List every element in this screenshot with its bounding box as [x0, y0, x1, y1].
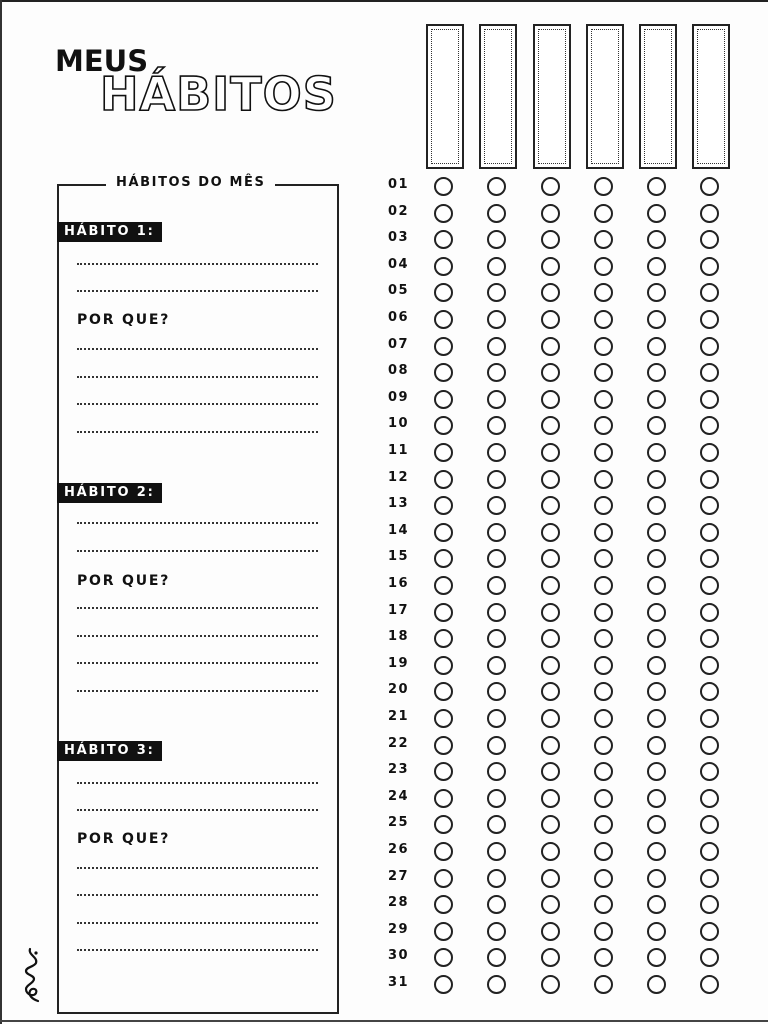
- day-number: 19: [388, 655, 409, 671]
- day-30-habit-2-checkbox[interactable]: [487, 948, 506, 967]
- day-14-habit-5-checkbox[interactable]: [647, 523, 666, 542]
- habit-column-header-1[interactable]: [426, 24, 464, 169]
- title-line-1: MEUS: [55, 44, 149, 78]
- day-11-habit-2-checkbox[interactable]: [487, 443, 506, 462]
- day-25-habit-3-checkbox[interactable]: [541, 815, 560, 834]
- day-17-habit-6-checkbox[interactable]: [700, 603, 719, 622]
- day-24-habit-2-checkbox[interactable]: [487, 789, 506, 808]
- day-27-habit-2-checkbox[interactable]: [487, 869, 506, 888]
- day-12-habit-1-checkbox[interactable]: [434, 470, 453, 489]
- day-21-habit-4-checkbox[interactable]: [594, 709, 613, 728]
- habit-column-header-4[interactable]: [586, 24, 624, 169]
- habit-3-label: HÁBITO 3:: [57, 741, 162, 761]
- day-09-habit-4-checkbox[interactable]: [594, 390, 613, 409]
- day-number: 03: [388, 230, 409, 246]
- day-06-habit-2-checkbox[interactable]: [487, 310, 506, 329]
- day-26-habit-4-checkbox[interactable]: [594, 842, 613, 861]
- day-30-habit-3-checkbox[interactable]: [541, 948, 560, 967]
- day-23-habit-6-checkbox[interactable]: [700, 762, 719, 781]
- day-21-habit-5-checkbox[interactable]: [647, 709, 666, 728]
- habit-column-header-2[interactable]: [479, 24, 517, 169]
- day-15-habit-3-checkbox[interactable]: [541, 549, 560, 568]
- day-number: 21: [388, 709, 409, 724]
- day-28-habit-6-checkbox[interactable]: [700, 895, 719, 914]
- day-20-habit-6-checkbox[interactable]: [700, 682, 719, 701]
- habit-2-why-line-2[interactable]: [77, 635, 318, 637]
- day-03-habit-3-checkbox[interactable]: [541, 230, 560, 249]
- day-03-habit-5-checkbox[interactable]: [647, 230, 666, 249]
- day-25-habit-5-checkbox[interactable]: [647, 815, 666, 834]
- habit-2-why-line-1[interactable]: [77, 607, 318, 609]
- day-17-habit-1-checkbox[interactable]: [434, 603, 453, 622]
- day-31-habit-2-checkbox[interactable]: [487, 975, 506, 994]
- habit-column-header-3[interactable]: [533, 24, 571, 169]
- day-09-habit-2-checkbox[interactable]: [487, 390, 506, 409]
- day-19-habit-5-checkbox[interactable]: [647, 656, 666, 675]
- day-18-habit-1-checkbox[interactable]: [434, 629, 453, 648]
- day-07-habit-4-checkbox[interactable]: [594, 337, 613, 356]
- day-23-habit-1-checkbox[interactable]: [434, 762, 453, 781]
- day-21-habit-1-checkbox[interactable]: [434, 709, 453, 728]
- day-27-habit-3-checkbox[interactable]: [541, 869, 560, 888]
- day-04-habit-2-checkbox[interactable]: [487, 257, 506, 276]
- day-number: 15: [388, 549, 409, 565]
- day-number: 20: [388, 682, 409, 698]
- day-07-habit-2-checkbox[interactable]: [487, 337, 506, 356]
- day-10-habit-3-checkbox[interactable]: [541, 416, 560, 435]
- day-number: 02: [388, 203, 409, 219]
- habit-2-line-2[interactable]: [77, 550, 318, 552]
- day-02-habit-3-checkbox[interactable]: [541, 204, 560, 223]
- day-16-habit-2-checkbox[interactable]: [487, 576, 506, 595]
- day-29-habit-1-checkbox[interactable]: [434, 922, 453, 941]
- day-29-habit-6-checkbox[interactable]: [700, 922, 719, 941]
- day-11-habit-4-checkbox[interactable]: [594, 443, 613, 462]
- day-07-habit-3-checkbox[interactable]: [541, 337, 560, 356]
- day-08-habit-3-checkbox[interactable]: [541, 363, 560, 382]
- day-08-habit-4-checkbox[interactable]: [594, 363, 613, 382]
- day-15-habit-6-checkbox[interactable]: [700, 549, 719, 568]
- day-06-habit-5-checkbox[interactable]: [647, 310, 666, 329]
- day-13-habit-6-checkbox[interactable]: [700, 496, 719, 515]
- day-30-habit-5-checkbox[interactable]: [647, 948, 666, 967]
- habit-1-line-1[interactable]: [77, 263, 318, 265]
- day-22-habit-3-checkbox[interactable]: [541, 736, 560, 755]
- day-number: 09: [388, 389, 409, 405]
- day-08-habit-2-checkbox[interactable]: [487, 363, 506, 382]
- day-29-habit-4-checkbox[interactable]: [594, 922, 613, 941]
- day-03-habit-1-checkbox[interactable]: [434, 230, 453, 249]
- day-19-habit-3-checkbox[interactable]: [541, 656, 560, 675]
- day-25-habit-4-checkbox[interactable]: [594, 815, 613, 834]
- day-13-habit-4-checkbox[interactable]: [594, 496, 613, 515]
- day-18-habit-3-checkbox[interactable]: [541, 629, 560, 648]
- day-26-habit-1-checkbox[interactable]: [434, 842, 453, 861]
- habit-2-why-line-3[interactable]: [77, 662, 318, 664]
- day-number: 13: [388, 496, 409, 512]
- habit-3-why-line-1[interactable]: [77, 867, 318, 869]
- day-08-habit-1-checkbox[interactable]: [434, 363, 453, 382]
- day-04-habit-6-checkbox[interactable]: [700, 257, 719, 276]
- day-13-habit-3-checkbox[interactable]: [541, 496, 560, 515]
- day-20-habit-4-checkbox[interactable]: [594, 682, 613, 701]
- day-01-habit-3-checkbox[interactable]: [541, 177, 560, 196]
- day-05-habit-1-checkbox[interactable]: [434, 283, 453, 302]
- day-24-habit-4-checkbox[interactable]: [594, 789, 613, 808]
- day-number: 24: [388, 788, 409, 804]
- day-01-habit-5-checkbox[interactable]: [647, 177, 666, 196]
- habits-of-month-box: [57, 184, 339, 1014]
- page-edge-bottom: [0, 1020, 768, 1022]
- day-03-habit-2-checkbox[interactable]: [487, 230, 506, 249]
- day-22-habit-4-checkbox[interactable]: [594, 736, 613, 755]
- day-14-habit-2-checkbox[interactable]: [487, 523, 506, 542]
- day-23-habit-4-checkbox[interactable]: [594, 762, 613, 781]
- day-26-habit-3-checkbox[interactable]: [541, 842, 560, 861]
- day-02-habit-6-checkbox[interactable]: [700, 204, 719, 223]
- day-05-habit-4-checkbox[interactable]: [594, 283, 613, 302]
- day-28-habit-4-checkbox[interactable]: [594, 895, 613, 914]
- day-27-habit-1-checkbox[interactable]: [434, 869, 453, 888]
- day-27-habit-4-checkbox[interactable]: [594, 869, 613, 888]
- day-16-habit-6-checkbox[interactable]: [700, 576, 719, 595]
- day-06-habit-4-checkbox[interactable]: [594, 310, 613, 329]
- day-19-habit-2-checkbox[interactable]: [487, 656, 506, 675]
- habit-2-label: HÁBITO 2:: [57, 483, 162, 503]
- day-26-habit-5-checkbox[interactable]: [647, 842, 666, 861]
- habit-2-why-label: POR QUE?: [77, 573, 171, 589]
- day-number: 04: [388, 256, 409, 272]
- habit-3-why-label: POR QUE?: [77, 831, 171, 847]
- day-number: 26: [388, 842, 409, 857]
- day-27-habit-6-checkbox[interactable]: [700, 869, 719, 888]
- day-24-habit-3-checkbox[interactable]: [541, 789, 560, 808]
- day-21-habit-6-checkbox[interactable]: [700, 709, 719, 728]
- day-20-habit-5-checkbox[interactable]: [647, 682, 666, 701]
- day-01-habit-2-checkbox[interactable]: [487, 177, 506, 196]
- day-number: 29: [388, 921, 409, 937]
- day-19-habit-1-checkbox[interactable]: [434, 656, 453, 675]
- day-04-habit-1-checkbox[interactable]: [434, 257, 453, 276]
- day-06-habit-1-checkbox[interactable]: [434, 310, 453, 329]
- habit-1-why-line-2[interactable]: [77, 376, 318, 378]
- day-number: 06: [388, 310, 409, 325]
- page-edge-top: [0, 0, 768, 2]
- habits-box-title: HÁBITOS DO MÊS: [106, 175, 275, 190]
- day-31-habit-6-checkbox[interactable]: [700, 975, 719, 994]
- day-12-habit-6-checkbox[interactable]: [700, 470, 719, 489]
- day-02-habit-4-checkbox[interactable]: [594, 204, 613, 223]
- habit-1-why-line-4[interactable]: [77, 431, 318, 433]
- day-13-habit-2-checkbox[interactable]: [487, 496, 506, 515]
- day-23-habit-5-checkbox[interactable]: [647, 762, 666, 781]
- day-14-habit-4-checkbox[interactable]: [594, 523, 613, 542]
- day-17-habit-4-checkbox[interactable]: [594, 603, 613, 622]
- day-16-habit-4-checkbox[interactable]: [594, 576, 613, 595]
- day-01-habit-4-checkbox[interactable]: [594, 177, 613, 196]
- day-14-habit-3-checkbox[interactable]: [541, 523, 560, 542]
- day-22-habit-6-checkbox[interactable]: [700, 736, 719, 755]
- day-27-habit-5-checkbox[interactable]: [647, 869, 666, 888]
- day-25-habit-6-checkbox[interactable]: [700, 815, 719, 834]
- day-number: 18: [388, 629, 409, 645]
- habit-column-header-6[interactable]: [692, 24, 730, 169]
- day-31-habit-1-checkbox[interactable]: [434, 975, 453, 994]
- day-17-habit-3-checkbox[interactable]: [541, 603, 560, 622]
- habit-1-why-line-3[interactable]: [77, 403, 318, 405]
- day-10-habit-5-checkbox[interactable]: [647, 416, 666, 435]
- day-29-habit-3-checkbox[interactable]: [541, 922, 560, 941]
- day-number: 11: [388, 443, 409, 458]
- day-09-habit-3-checkbox[interactable]: [541, 390, 560, 409]
- day-18-habit-2-checkbox[interactable]: [487, 629, 506, 648]
- day-number: 28: [388, 895, 409, 911]
- day-23-habit-2-checkbox[interactable]: [487, 762, 506, 781]
- day-10-habit-1-checkbox[interactable]: [434, 416, 453, 435]
- day-14-habit-1-checkbox[interactable]: [434, 523, 453, 542]
- day-19-habit-6-checkbox[interactable]: [700, 656, 719, 675]
- day-20-habit-1-checkbox[interactable]: [434, 682, 453, 701]
- day-25-habit-2-checkbox[interactable]: [487, 815, 506, 834]
- day-15-habit-5-checkbox[interactable]: [647, 549, 666, 568]
- habit-3-why-line-3[interactable]: [77, 922, 318, 924]
- day-12-habit-2-checkbox[interactable]: [487, 470, 506, 489]
- day-04-habit-4-checkbox[interactable]: [594, 257, 613, 276]
- day-05-habit-6-checkbox[interactable]: [700, 283, 719, 302]
- day-11-habit-5-checkbox[interactable]: [647, 443, 666, 462]
- day-26-habit-2-checkbox[interactable]: [487, 842, 506, 861]
- day-number: 10: [388, 416, 409, 432]
- day-04-habit-3-checkbox[interactable]: [541, 257, 560, 276]
- day-22-habit-2-checkbox[interactable]: [487, 736, 506, 755]
- day-02-habit-5-checkbox[interactable]: [647, 204, 666, 223]
- day-number: 27: [388, 868, 409, 884]
- day-24-habit-6-checkbox[interactable]: [700, 789, 719, 808]
- day-01-habit-6-checkbox[interactable]: [700, 177, 719, 196]
- day-number: 30: [388, 948, 409, 964]
- day-26-habit-6-checkbox[interactable]: [700, 842, 719, 861]
- day-23-habit-3-checkbox[interactable]: [541, 762, 560, 781]
- day-18-habit-6-checkbox[interactable]: [700, 629, 719, 648]
- day-12-habit-4-checkbox[interactable]: [594, 470, 613, 489]
- day-28-habit-1-checkbox[interactable]: [434, 895, 453, 914]
- day-17-habit-5-checkbox[interactable]: [647, 603, 666, 622]
- day-number: 14: [388, 522, 409, 538]
- day-12-habit-3-checkbox[interactable]: [541, 470, 560, 489]
- page-edge-left: [0, 0, 2, 1024]
- day-10-habit-4-checkbox[interactable]: [594, 416, 613, 435]
- day-24-habit-5-checkbox[interactable]: [647, 789, 666, 808]
- day-03-habit-6-checkbox[interactable]: [700, 230, 719, 249]
- day-05-habit-3-checkbox[interactable]: [541, 283, 560, 302]
- day-number: 08: [388, 363, 409, 379]
- habit-1-label: HÁBITO 1:: [57, 222, 162, 242]
- day-18-habit-4-checkbox[interactable]: [594, 629, 613, 648]
- habit-3-line-1[interactable]: [77, 782, 318, 784]
- day-04-habit-5-checkbox[interactable]: [647, 257, 666, 276]
- day-01-habit-1-checkbox[interactable]: [434, 177, 453, 196]
- day-21-habit-3-checkbox[interactable]: [541, 709, 560, 728]
- day-30-habit-1-checkbox[interactable]: [434, 948, 453, 967]
- day-07-habit-1-checkbox[interactable]: [434, 337, 453, 356]
- day-16-habit-5-checkbox[interactable]: [647, 576, 666, 595]
- day-30-habit-6-checkbox[interactable]: [700, 948, 719, 967]
- habit-1-line-2[interactable]: [77, 290, 318, 292]
- day-02-habit-1-checkbox[interactable]: [434, 204, 453, 223]
- day-10-habit-2-checkbox[interactable]: [487, 416, 506, 435]
- day-number: 17: [388, 602, 409, 618]
- day-15-habit-1-checkbox[interactable]: [434, 549, 453, 568]
- day-09-habit-5-checkbox[interactable]: [647, 390, 666, 409]
- day-07-habit-6-checkbox[interactable]: [700, 337, 719, 356]
- day-28-habit-2-checkbox[interactable]: [487, 895, 506, 914]
- habit-column-header-5[interactable]: [639, 24, 677, 169]
- day-22-habit-1-checkbox[interactable]: [434, 736, 453, 755]
- day-08-habit-6-checkbox[interactable]: [700, 363, 719, 382]
- day-08-habit-5-checkbox[interactable]: [647, 363, 666, 382]
- day-10-habit-6-checkbox[interactable]: [700, 416, 719, 435]
- day-28-habit-3-checkbox[interactable]: [541, 895, 560, 914]
- habit-2-line-1[interactable]: [77, 522, 318, 524]
- day-15-habit-2-checkbox[interactable]: [487, 549, 506, 568]
- day-number: 12: [388, 469, 409, 485]
- day-11-habit-1-checkbox[interactable]: [434, 443, 453, 462]
- day-05-habit-5-checkbox[interactable]: [647, 283, 666, 302]
- day-number: 23: [388, 762, 409, 778]
- day-06-habit-3-checkbox[interactable]: [541, 310, 560, 329]
- title-line-2: HÁBITOS: [100, 67, 337, 121]
- day-03-habit-4-checkbox[interactable]: [594, 230, 613, 249]
- habit-2-why-line-4[interactable]: [77, 690, 318, 692]
- signature-mark: [14, 945, 44, 1005]
- day-05-habit-2-checkbox[interactable]: [487, 283, 506, 302]
- day-24-habit-1-checkbox[interactable]: [434, 789, 453, 808]
- habit-3-why-line-2[interactable]: [77, 894, 318, 896]
- day-21-habit-2-checkbox[interactable]: [487, 709, 506, 728]
- habit-3-line-2[interactable]: [77, 809, 318, 811]
- day-15-habit-4-checkbox[interactable]: [594, 549, 613, 568]
- day-number: 05: [388, 283, 409, 299]
- day-07-habit-5-checkbox[interactable]: [647, 337, 666, 356]
- day-28-habit-5-checkbox[interactable]: [647, 895, 666, 914]
- day-17-habit-2-checkbox[interactable]: [487, 603, 506, 622]
- habit-1-why-label: POR QUE?: [77, 312, 171, 328]
- day-13-habit-5-checkbox[interactable]: [647, 496, 666, 515]
- day-11-habit-6-checkbox[interactable]: [700, 443, 719, 462]
- day-20-habit-2-checkbox[interactable]: [487, 682, 506, 701]
- day-16-habit-1-checkbox[interactable]: [434, 576, 453, 595]
- day-11-habit-3-checkbox[interactable]: [541, 443, 560, 462]
- day-29-habit-5-checkbox[interactable]: [647, 922, 666, 941]
- day-13-habit-1-checkbox[interactable]: [434, 496, 453, 515]
- day-number: 07: [388, 336, 409, 352]
- day-number: 22: [388, 735, 409, 751]
- day-number: 31: [388, 975, 409, 990]
- habit-1-why-line-1[interactable]: [77, 348, 318, 350]
- day-31-habit-5-checkbox[interactable]: [647, 975, 666, 994]
- day-number: 01: [388, 177, 409, 192]
- day-06-habit-6-checkbox[interactable]: [700, 310, 719, 329]
- habit-3-why-line-4[interactable]: [77, 949, 318, 951]
- day-12-habit-5-checkbox[interactable]: [647, 470, 666, 489]
- day-19-habit-4-checkbox[interactable]: [594, 656, 613, 675]
- day-25-habit-1-checkbox[interactable]: [434, 815, 453, 834]
- day-number: 16: [388, 576, 409, 591]
- day-02-habit-2-checkbox[interactable]: [487, 204, 506, 223]
- day-30-habit-4-checkbox[interactable]: [594, 948, 613, 967]
- day-16-habit-3-checkbox[interactable]: [541, 576, 560, 595]
- day-14-habit-6-checkbox[interactable]: [700, 523, 719, 542]
- day-31-habit-4-checkbox[interactable]: [594, 975, 613, 994]
- day-20-habit-3-checkbox[interactable]: [541, 682, 560, 701]
- day-22-habit-5-checkbox[interactable]: [647, 736, 666, 755]
- day-31-habit-3-checkbox[interactable]: [541, 975, 560, 994]
- day-number: 25: [388, 815, 409, 831]
- day-18-habit-5-checkbox[interactable]: [647, 629, 666, 648]
- day-29-habit-2-checkbox[interactable]: [487, 922, 506, 941]
- day-09-habit-1-checkbox[interactable]: [434, 390, 453, 409]
- day-09-habit-6-checkbox[interactable]: [700, 390, 719, 409]
